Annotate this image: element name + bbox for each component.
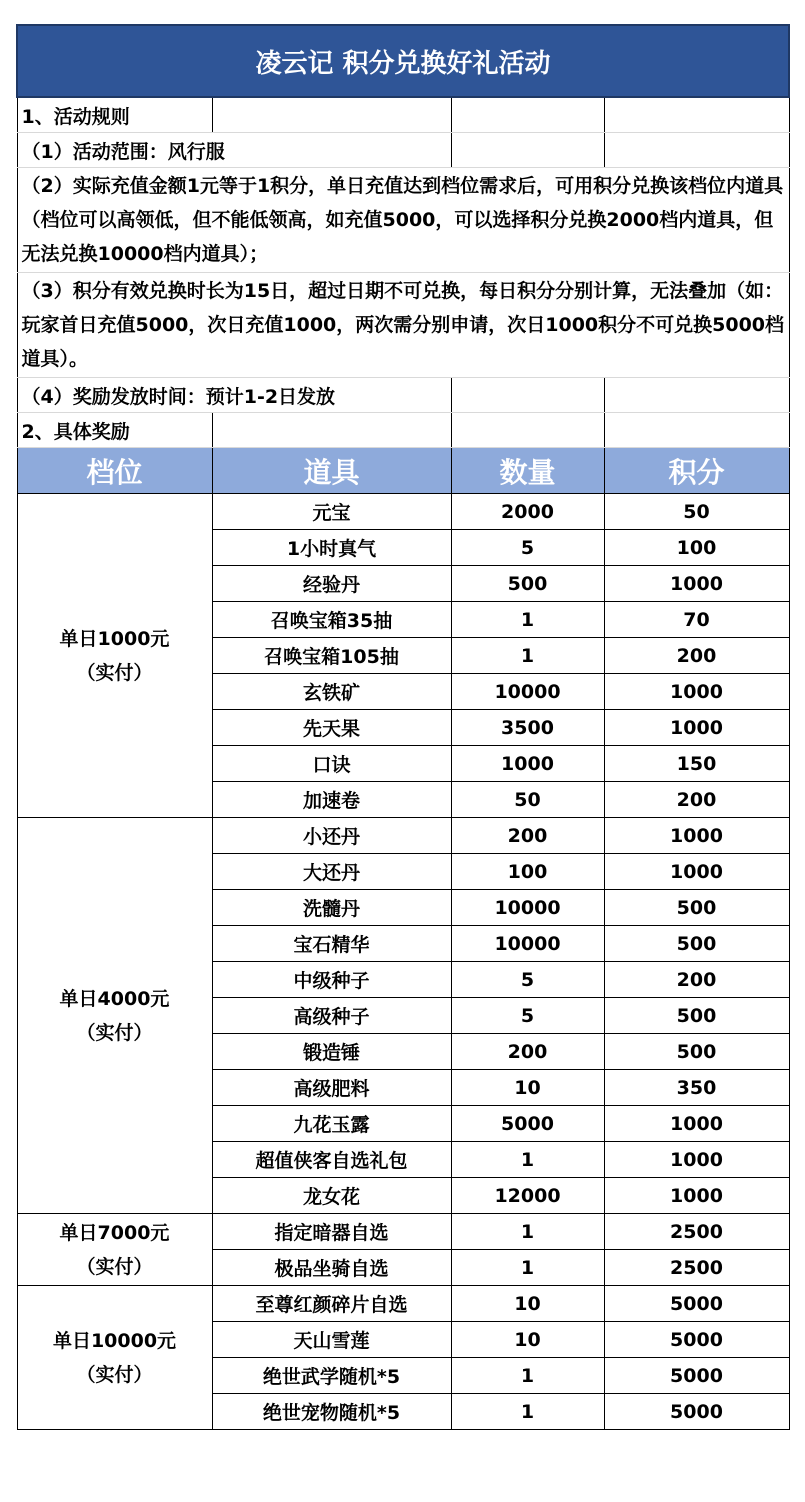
quantity-cell: 50 — [451, 782, 604, 818]
rule-item-4: （4）奖励发放时间：预计1-2日发放 — [17, 378, 451, 413]
quantity-cell: 1 — [451, 1358, 604, 1394]
tier-cell — [17, 1214, 212, 1286]
quantity-cell: 10 — [451, 1070, 604, 1106]
points-cell: 2500 — [604, 1214, 789, 1250]
event-table — [16, 24, 790, 1430]
points-cell: 5000 — [604, 1358, 789, 1394]
quantity-cell: 200 — [451, 818, 604, 854]
page-title: 凌云记 积分兑换好礼活动 — [17, 25, 789, 97]
item-name-cell: 高级种子 — [212, 998, 451, 1034]
tier-cell — [17, 494, 212, 818]
points-cell: 70 — [604, 602, 789, 638]
tier-label: 单日10000元 — [52, 1329, 177, 1352]
points-cell: 1000 — [604, 674, 789, 710]
tier-label: 单日4000元 — [59, 987, 170, 1010]
quantity-cell: 1 — [451, 1142, 604, 1178]
quantity-cell: 3500 — [451, 710, 604, 746]
header-item: 道具 — [212, 448, 451, 494]
item-name-cell: 宝石精华 — [212, 926, 451, 962]
points-cell: 200 — [604, 962, 789, 998]
rule-item-2: （2）实际充值金额1元等于1积分，单日充值达到档位需求后，可用积分兑换该档位内道具（档位可以高领低，但不能低领高，如充值5000，可以选择积分兑换2000档内道具，但无法兑换10000档内道具）； — [17, 168, 789, 273]
points-cell: 1000 — [604, 1106, 789, 1142]
points-cell: 350 — [604, 1070, 789, 1106]
quantity-cell: 500 — [451, 566, 604, 602]
header-points: 积分 — [604, 448, 789, 494]
header-quantity: 数量 — [451, 448, 604, 494]
item-name-cell: 至尊红颜碎片自选 — [212, 1286, 451, 1322]
quantity-cell: 200 — [451, 1034, 604, 1070]
item-name-cell: 加速卷 — [212, 782, 451, 818]
tier-cell — [17, 1286, 212, 1430]
spreadsheet — [16, 24, 788, 1430]
rule-item-3: （3）积分有效兑换时长为15日，超过日期不可兑换，每日积分分别计算，无法叠加（如：玩家首日充值5000，次日充值1000，两次需分别申请，次日1000积分不可兑换5000档道具）。 — [17, 273, 789, 378]
quantity-cell: 5 — [451, 998, 604, 1034]
item-name-cell: 大还丹 — [212, 854, 451, 890]
item-name-cell: 先天果 — [212, 710, 451, 746]
item-name-cell: 绝世宠物随机*5 — [212, 1394, 451, 1430]
quantity-cell: 10000 — [451, 674, 604, 710]
points-cell: 500 — [604, 926, 789, 962]
quantity-cell: 1 — [451, 1250, 604, 1286]
points-cell: 100 — [604, 530, 789, 566]
quantity-cell: 10 — [451, 1286, 604, 1322]
points-cell: 1000 — [604, 710, 789, 746]
item-name-cell: 高级肥料 — [212, 1070, 451, 1106]
table-row — [17, 494, 789, 530]
header-tier: 档位 — [17, 448, 212, 494]
item-name-cell: 绝世武学随机*5 — [212, 1358, 451, 1394]
tier-label: 单日1000元 — [59, 627, 170, 650]
quantity-cell: 1000 — [451, 746, 604, 782]
points-cell: 200 — [604, 638, 789, 674]
quantity-cell: 1 — [451, 1214, 604, 1250]
tier-sub-label: （实付） — [76, 661, 153, 684]
points-cell: 200 — [604, 782, 789, 818]
item-name-cell: 天山雪莲 — [212, 1322, 451, 1358]
item-name-cell: 经验丹 — [212, 566, 451, 602]
item-name-cell: 极品坐骑自选 — [212, 1250, 451, 1286]
table-row — [17, 1214, 789, 1250]
points-cell: 500 — [604, 998, 789, 1034]
rule-item-1: （1）活动范围：风行服 — [17, 133, 451, 168]
item-name-cell: 锻造锤 — [212, 1034, 451, 1070]
points-cell: 1000 — [604, 1178, 789, 1214]
quantity-cell: 12000 — [451, 1178, 604, 1214]
quantity-cell: 10000 — [451, 926, 604, 962]
item-name-cell: 超值侠客自选礼包 — [212, 1142, 451, 1178]
item-name-cell: 口诀 — [212, 746, 451, 782]
points-cell: 1000 — [604, 854, 789, 890]
points-cell: 5000 — [604, 1322, 789, 1358]
item-name-cell: 玄铁矿 — [212, 674, 451, 710]
item-name-cell: 1小时真气 — [212, 530, 451, 566]
points-cell: 1000 — [604, 818, 789, 854]
quantity-cell: 10000 — [451, 890, 604, 926]
rewards-heading: 2、具体奖励 — [17, 413, 212, 448]
item-name-cell: 召唤宝箱105抽 — [212, 638, 451, 674]
item-name-cell: 元宝 — [212, 494, 451, 530]
tier-cell — [17, 818, 212, 1214]
quantity-cell: 10 — [451, 1322, 604, 1358]
quantity-cell: 2000 — [451, 494, 604, 530]
tier-sub-label: （实付） — [76, 1363, 153, 1386]
points-cell: 50 — [604, 494, 789, 530]
item-name-cell: 中级种子 — [212, 962, 451, 998]
tier-sub-label: （实付） — [76, 1255, 153, 1278]
tier-label: 单日7000元 — [59, 1221, 170, 1244]
points-cell: 1000 — [604, 566, 789, 602]
quantity-cell: 5 — [451, 962, 604, 998]
quantity-cell: 1 — [451, 638, 604, 674]
quantity-cell: 5000 — [451, 1106, 604, 1142]
item-name-cell: 龙女花 — [212, 1178, 451, 1214]
table-row — [17, 818, 789, 854]
points-cell: 5000 — [604, 1286, 789, 1322]
points-cell: 500 — [604, 1034, 789, 1070]
quantity-cell: 100 — [451, 854, 604, 890]
item-name-cell: 召唤宝箱35抽 — [212, 602, 451, 638]
item-name-cell: 九花玉露 — [212, 1106, 451, 1142]
quantity-cell: 1 — [451, 602, 604, 638]
points-cell: 500 — [604, 890, 789, 926]
points-cell: 5000 — [604, 1394, 789, 1430]
quantity-cell: 5 — [451, 530, 604, 566]
points-cell: 150 — [604, 746, 789, 782]
rules-heading: 1、活动规则 — [17, 97, 212, 133]
points-cell: 1000 — [604, 1142, 789, 1178]
tier-sub-label: （实付） — [76, 1021, 153, 1044]
item-name-cell: 指定暗器自选 — [212, 1214, 451, 1250]
quantity-cell: 1 — [451, 1394, 604, 1430]
item-name-cell: 洗髓丹 — [212, 890, 451, 926]
points-cell: 2500 — [604, 1250, 789, 1286]
item-name-cell: 小还丹 — [212, 818, 451, 854]
table-row — [17, 1286, 789, 1322]
